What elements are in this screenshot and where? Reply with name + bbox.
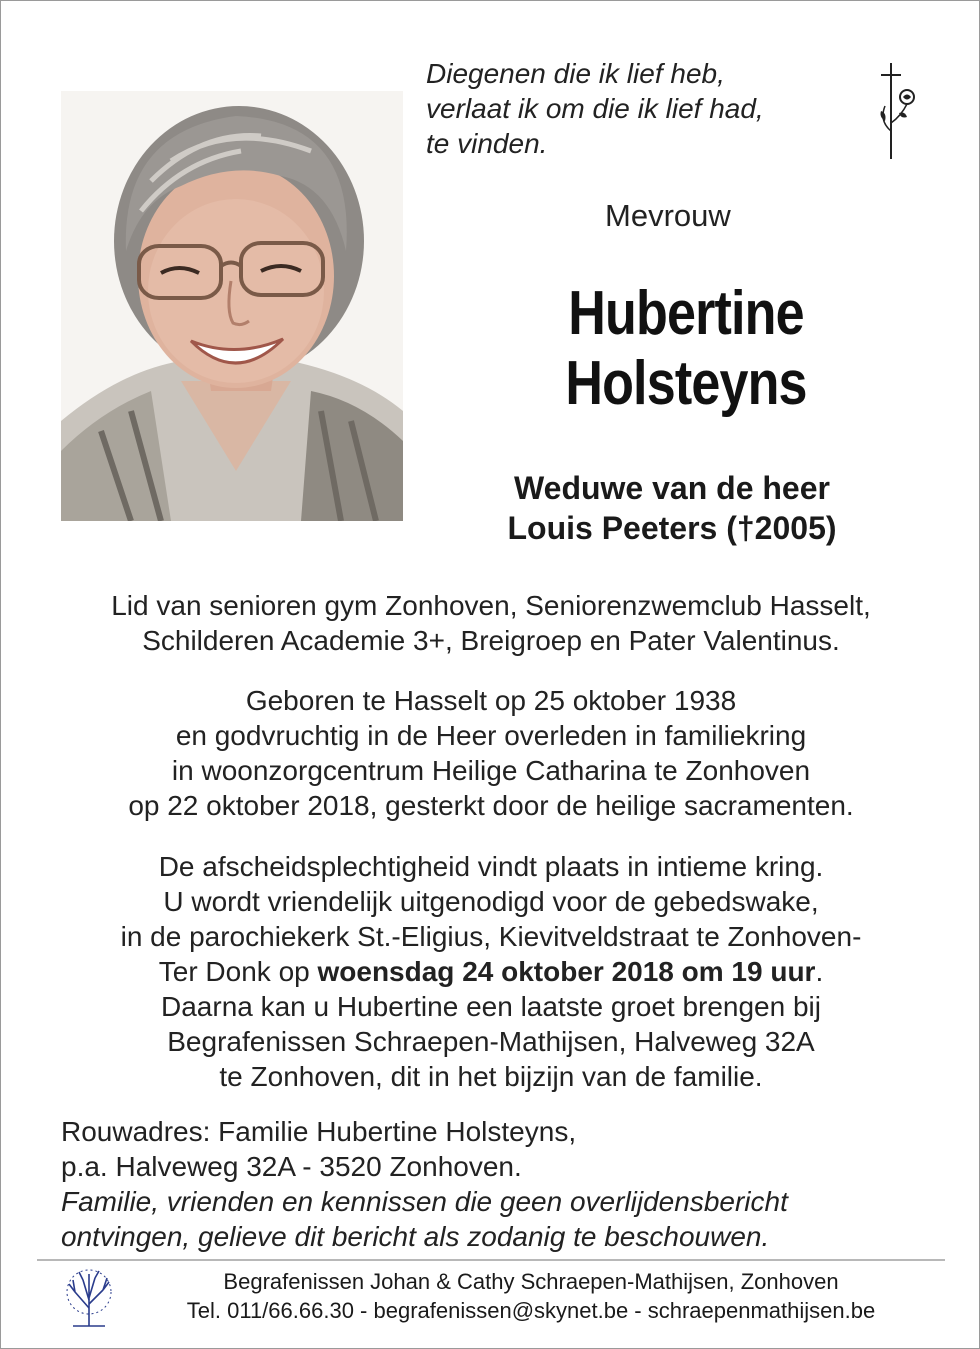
deceased-name	[505, 279, 866, 419]
life-line: Geboren te Hasselt op 25 oktober 1938	[245, 685, 737, 716]
funeral-line: Begrafenissen Schraepen-Mathijsen, Halveweg 32A	[167, 1026, 815, 1057]
address-line: Rouwadres: Familie Hubertine Holsteyns,	[61, 1116, 577, 1147]
funeral-line-date	[21, 954, 961, 989]
first-name: Hubertine	[568, 279, 804, 348]
life-line: en godvruchtig in de Heer overleden in familiekring	[175, 720, 807, 751]
funeral-details	[21, 849, 961, 1094]
spouse-line: Weduwe van de heer	[514, 470, 830, 506]
portrait-photo	[61, 91, 403, 521]
address-line: p.a. Halveweg 32A - 3520 Zonhoven.	[61, 1151, 522, 1182]
funeral-line: te Zonhoven, dit in het bijzijn van de familie.	[219, 1061, 763, 1092]
funeral-line: De afscheidsplechtigheid vindt plaats in intieme kring.	[158, 851, 824, 882]
spouse-line: Louis Peeters (†2005)	[507, 510, 837, 546]
funeral-date-suffix: .	[815, 956, 824, 987]
funeral-home-name: Begrafenissen Johan & Cathy Schraepen-Mathijsen, Zonhoven	[223, 1269, 839, 1294]
quote-line: te vinden.	[426, 128, 548, 159]
funeral-date-prefix: Ter Donk op	[158, 956, 318, 987]
funeral-date: woensdag 24 oktober 2018 om 19 uur	[317, 956, 816, 987]
mourning-address	[61, 1114, 941, 1254]
last-name: Holsteyns	[565, 349, 807, 418]
memberships-line: Lid van senioren gym Zonhoven, Seniorenzwemclub Hasselt,	[111, 590, 871, 621]
divider	[37, 1259, 945, 1261]
funeral-line: in de parochiekerk St.-Eligius, Kievitveldstraat te Zonhoven-	[120, 921, 862, 952]
memberships	[21, 588, 961, 658]
funeral-home-info	[121, 1267, 941, 1325]
notice-line: ontvingen, gelieve dit bericht als zodanig te beschouwen.	[61, 1221, 770, 1252]
tree-logo-icon	[63, 1268, 115, 1328]
spouse-info	[411, 468, 933, 548]
life-line: in woonzorgcentrum Heilige Catharina te Zonhoven	[171, 755, 811, 786]
memberships-line: Schilderen Academie 3+, Breigroep en Pater Valentinus.	[142, 625, 840, 656]
quote-line: verlaat ik om die ik lief had,	[426, 93, 764, 124]
honorific: Mevrouw	[605, 198, 731, 233]
quote-line: Diegenen die ik lief heb,	[426, 58, 725, 89]
notice-line: Familie, vrienden en kennissen die geen overlijdensbericht	[61, 1186, 788, 1217]
funeral-line: Daarna kan u Hubertine een laatste groet brengen bij	[161, 991, 821, 1022]
life-details	[21, 683, 961, 823]
funeral-line: U wordt vriendelijk uitgenodigd voor de gebedswake,	[163, 886, 819, 917]
quote	[426, 56, 846, 161]
cross-rose-icon	[871, 61, 921, 161]
life-line: op 22 oktober 2018, gesterkt door de heilige sacramenten.	[128, 790, 854, 821]
funeral-home-contact: Tel. 011/66.66.30 - begrafenissen@skynet.be - schraepenmathijsen.be	[186, 1298, 876, 1323]
